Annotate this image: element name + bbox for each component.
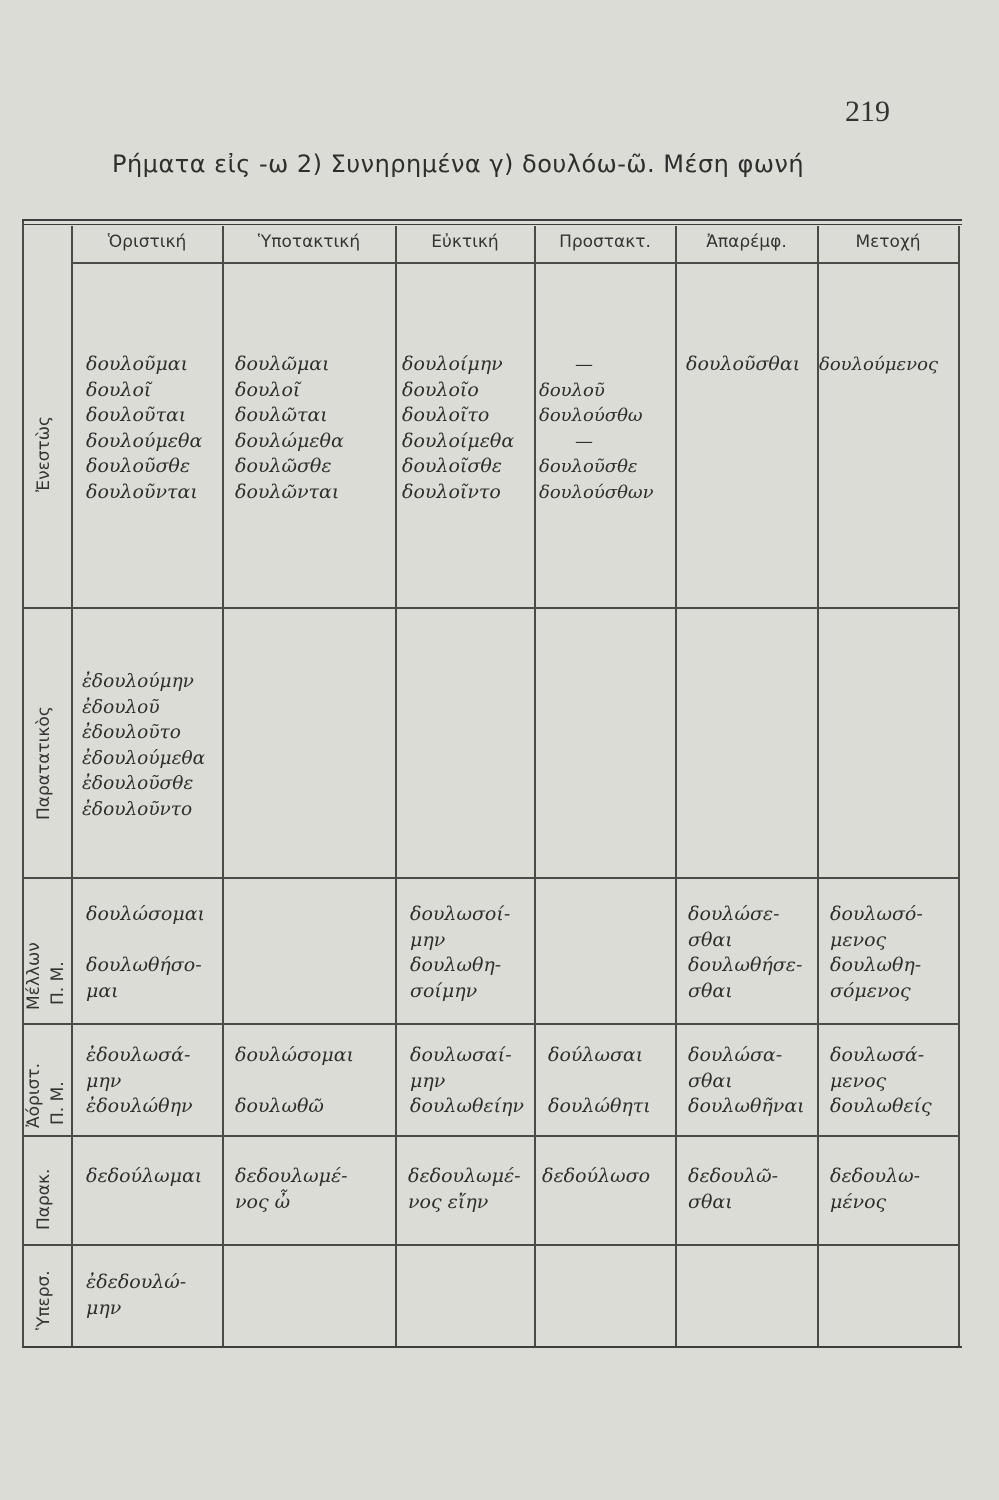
form: δουλωθήσε-: [688, 954, 803, 976]
form: δουλοῦται: [86, 404, 187, 426]
table-top-rule: [22, 219, 962, 221]
form: δουλούμεθα: [86, 429, 203, 452]
form: δουλῶται: [235, 404, 328, 426]
pluperfect-indicative: [86, 1270, 186, 1321]
form: —: [575, 430, 593, 452]
form: δουλῶνται: [235, 480, 340, 503]
imperfect-indicative: [82, 669, 205, 822]
table-right-border: [958, 226, 960, 1346]
aorist-imperative: [548, 1043, 651, 1120]
column-divider-2: [395, 226, 397, 1346]
form: δουλώσομαι: [235, 1044, 355, 1066]
row-divider-imperfect: [22, 877, 960, 879]
column-divider-3: [534, 226, 536, 1346]
row-label-present: Ἐνεστὼς: [34, 416, 54, 492]
row-label-future-voices: Π. Μ.: [48, 961, 68, 1005]
form: μην: [86, 1069, 122, 1092]
table-left-border: [22, 221, 24, 1347]
aorist-optative: [410, 1043, 524, 1120]
form: ἐδουλοῦ: [82, 696, 160, 718]
aorist-infinitive: [688, 1043, 805, 1120]
form: δουλοῖο: [402, 378, 479, 401]
row-divider-perfect: [22, 1244, 960, 1246]
form: ἐδουλούμεθα: [82, 747, 206, 769]
row-label-aorist-voices: Π. Μ.: [48, 1081, 68, 1125]
present-imperative: [539, 352, 673, 505]
column-divider-1: [222, 226, 224, 1346]
future-indicative: [86, 902, 205, 1004]
form: δουλωσοί-: [410, 903, 511, 925]
form: δουλοῖτο: [402, 404, 490, 426]
form: δουλώμεθα: [235, 429, 344, 452]
form: δουλοῦσθε: [539, 456, 638, 477]
form: μην: [410, 928, 446, 951]
form: μένος: [830, 1190, 887, 1213]
row-divider-present: [22, 607, 960, 609]
column-divider-4: [675, 226, 677, 1346]
form: δούλωσαι: [548, 1044, 644, 1066]
form: δεδουλω-: [830, 1165, 921, 1187]
form: δουλωθῶ: [235, 1095, 324, 1117]
header-indicative: Ὁριστική: [107, 232, 187, 252]
future-infinitive: [688, 902, 802, 1004]
present-optative: [402, 352, 514, 505]
form: σοίμην: [410, 979, 478, 1002]
present-participle: [819, 352, 938, 378]
form: δουλωσαί-: [410, 1044, 512, 1066]
form: δουλωθήσο-: [86, 954, 202, 976]
perfect-participle: [830, 1164, 920, 1215]
form: δεδουλωμέ-: [235, 1165, 348, 1187]
aorist-participle: [830, 1043, 932, 1120]
form: δουλοῦ: [539, 379, 605, 401]
table-bottom-rule: [22, 1346, 962, 1348]
row-label-imperfect: Παρατατικὸς: [34, 706, 54, 820]
column-divider-5: [817, 226, 819, 1346]
row-label-perfect: Παρακ.: [34, 1168, 54, 1230]
aorist-subjunctive: [235, 1043, 354, 1120]
form: δουλοῦσθε: [86, 455, 191, 477]
present-subjunctive: [235, 352, 344, 505]
form: δουλωθῆναι: [688, 1095, 805, 1117]
perfect-optative: [408, 1164, 521, 1215]
header-optative: Εὐκτική: [431, 232, 499, 252]
page-title: Ρήματα εἰς -ω 2) Συνηρημένα γ) δουλόω-ῶ. Μέση φωνή: [112, 150, 805, 178]
row-divider-future: [22, 1023, 960, 1025]
form: δουλωσό-: [830, 903, 923, 925]
form: ἐδουλοῦσθε: [82, 773, 194, 794]
row-label-pluperfect: Ὑπερσ.: [34, 1270, 54, 1330]
row-label-future: Μέλλων: [24, 942, 44, 1010]
header-infinitive: Ἀπαρέμφ.: [706, 232, 787, 252]
form: ἐδουλούμην: [82, 671, 194, 692]
form: μενος: [830, 928, 887, 951]
form: δουλοῦμαι: [86, 353, 189, 375]
header-divider: [72, 262, 960, 264]
form: δουλωθείς: [830, 1095, 932, 1117]
form: δουλωθείην: [410, 1095, 524, 1117]
form: [548, 1069, 651, 1095]
future-optative: [410, 902, 510, 1004]
form: δουλοῦνται: [86, 480, 198, 503]
perfect-infinitive: [688, 1164, 778, 1215]
form: μην: [410, 1069, 446, 1092]
form: δουλωθη-: [410, 954, 502, 976]
form: ἐδουλοῦντο: [82, 798, 193, 820]
form: δουλοῖντο: [402, 480, 501, 503]
form: σθαι: [688, 1069, 733, 1092]
form: νος ὦ: [235, 1190, 291, 1213]
future-participle: [830, 902, 923, 1004]
header-participle: Μετοχή: [855, 232, 921, 252]
form: δεδούλωσο: [542, 1165, 651, 1187]
form: δουλῶμαι: [235, 353, 330, 375]
form: δουλοῖ: [235, 378, 301, 401]
form: δουλοῖ: [86, 378, 152, 401]
header-imperative: Προστακτ.: [559, 232, 651, 252]
table-top-rule-thin: [22, 224, 962, 225]
present-infinitive: [686, 352, 800, 378]
form: δουλώσε-: [688, 903, 780, 925]
form: δουλωθη-: [830, 954, 922, 976]
form: δουλοίμην: [402, 353, 503, 375]
form: δεδουλωμέ-: [408, 1165, 521, 1187]
form: σθαι: [688, 979, 733, 1002]
page-number: 219: [845, 95, 890, 128]
aorist-indicative: [86, 1043, 193, 1120]
form: δουλώσα-: [688, 1044, 783, 1066]
row-divider-aorist: [22, 1135, 960, 1137]
form: δεδουλῶ-: [688, 1165, 779, 1187]
form: δουλῶσθε: [235, 455, 332, 477]
form: νος εἴην: [408, 1190, 489, 1213]
form: δουλούμενος: [819, 354, 939, 375]
form: μην: [86, 1296, 122, 1319]
form: [86, 928, 205, 954]
form: ἐδουλώθην: [86, 1095, 193, 1117]
form: δεδούλωμαι: [86, 1165, 203, 1187]
form: μαι: [86, 979, 119, 1002]
form: ἐδουλωσά-: [86, 1044, 191, 1066]
form: ἐδουλοῦτο: [82, 722, 181, 743]
form: μενος: [830, 1069, 887, 1092]
form: δουλοῦσθαι: [686, 353, 801, 375]
form: ἐδεδουλώ-: [86, 1271, 187, 1293]
form: δουλώθητι: [548, 1095, 651, 1117]
form: δουλούσθων: [539, 481, 654, 503]
form: —: [575, 354, 593, 375]
perfect-indicative: [86, 1164, 202, 1190]
present-indicative: [86, 352, 202, 505]
form: σθαι: [688, 1190, 733, 1213]
perfect-imperative: [542, 1164, 650, 1190]
form: [235, 1069, 354, 1095]
form: σόμενος: [830, 979, 911, 1002]
form: δουλοίμεθα: [402, 429, 515, 452]
form: δουλώσομαι: [86, 903, 206, 925]
form: δουλωσά-: [830, 1044, 925, 1066]
perfect-subjunctive: [235, 1164, 348, 1215]
form: σθαι: [688, 928, 733, 951]
row-label-aorist: Ἀόριστ.: [24, 1063, 44, 1128]
header-subjunctive: Ὑποτακτική: [257, 232, 361, 252]
form: δουλούσθω: [539, 405, 643, 426]
form: δουλοῖσθε: [402, 455, 502, 477]
label-column-divider: [71, 226, 73, 1346]
